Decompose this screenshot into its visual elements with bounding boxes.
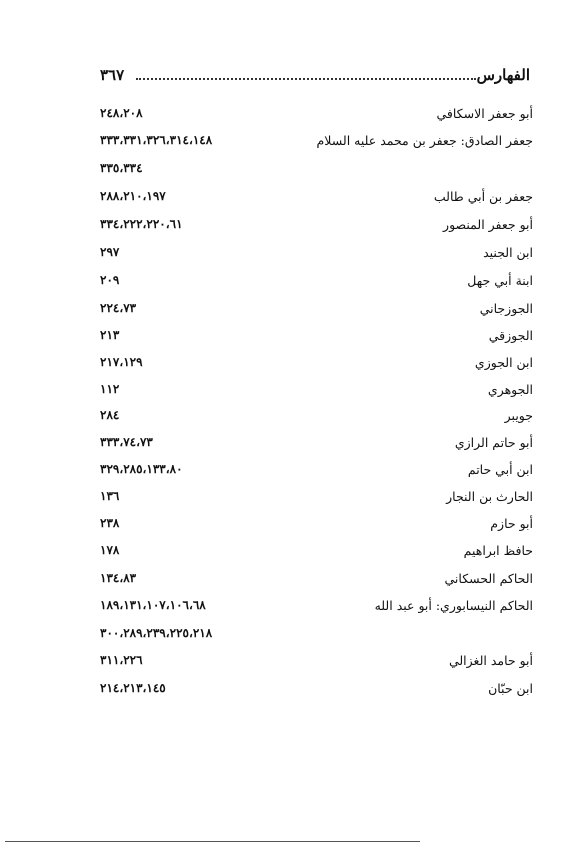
entry-pages: ٣٣٣،٣٣١،٣٢٦،٣١٤،١٤٨ bbox=[100, 133, 213, 147]
entry-name: الحاكم النيسابوري: أبو عبد الله bbox=[374, 598, 533, 613]
entry-name: ابن الجوزي bbox=[474, 355, 533, 370]
entry-name: أبو حاتم الرازي bbox=[454, 435, 533, 450]
index-entry bbox=[0, 653, 579, 673]
entry-pages: ٣٣٤،٢٢٢،٢٢٠،٦١ bbox=[100, 217, 183, 231]
index-entry bbox=[0, 543, 579, 563]
entry-name: الحاكم الحسكاني bbox=[444, 571, 533, 586]
index-entry-continuation bbox=[0, 626, 579, 646]
index-entry bbox=[0, 106, 579, 126]
index-entry bbox=[0, 462, 579, 482]
index-entry bbox=[0, 273, 579, 293]
entry-pages: ١٧٨ bbox=[100, 543, 120, 557]
index-entry bbox=[0, 571, 579, 591]
entry-name: ابنة أبي جهل bbox=[467, 273, 533, 288]
entry-name: ابن أبي حاتم bbox=[467, 462, 533, 477]
entry-pages: ٣١١،٢٢٦ bbox=[100, 653, 143, 667]
index-entry bbox=[0, 355, 579, 375]
entry-pages: ٢٢٤،٧٣ bbox=[100, 301, 137, 315]
entry-pages: ٢٣٨ bbox=[100, 516, 120, 530]
entry-name: أبو جعفر الاسكافي bbox=[436, 106, 533, 121]
entry-pages: ١٣٤،٨٣ bbox=[100, 571, 137, 585]
entry-name: ابن حبّان bbox=[488, 681, 533, 696]
entry-pages: ٢٨٨،٢١٠،١٩٧ bbox=[100, 189, 166, 203]
index-entry bbox=[0, 301, 579, 321]
entry-name: الجوزجاني bbox=[479, 301, 533, 316]
entry-name: الحارث بن النجار bbox=[446, 489, 533, 504]
page-number: ٣٦٧ bbox=[100, 66, 125, 84]
index-entry-continuation bbox=[0, 161, 579, 181]
index-entry bbox=[0, 681, 579, 701]
index-entry bbox=[0, 516, 579, 536]
entry-name: جويبر bbox=[504, 408, 533, 423]
entry-pages: ٢٨٤ bbox=[100, 408, 120, 422]
entry-name: الجوهري bbox=[487, 382, 533, 397]
entry-pages: ٢١٣ bbox=[100, 328, 120, 342]
entry-name: أبو حامد الغزالي bbox=[448, 653, 533, 668]
entry-name: الجوزقي bbox=[488, 328, 533, 343]
running-header bbox=[100, 66, 530, 88]
entry-pages: ٣٢٩،٢٨٥،١٣٣،٨٠ bbox=[100, 462, 183, 476]
entry-pages: ١٨٩،١٣١،١٠٧،١٠٦،٦٨ bbox=[100, 598, 206, 612]
index-entry bbox=[0, 189, 579, 209]
bottom-rule bbox=[5, 841, 420, 842]
index-entry bbox=[0, 408, 579, 428]
entry-name: حافظ ابراهيم bbox=[463, 543, 533, 558]
entry-name: جعفر الصادق: جعفر بن محمد عليه السلام bbox=[316, 133, 533, 148]
entry-name: أبو جعفر المنصور bbox=[443, 217, 533, 232]
index-entry bbox=[0, 598, 579, 618]
index-entry bbox=[0, 245, 579, 265]
entry-pages: ١١٢ bbox=[100, 382, 120, 396]
entry-name: أبو حازم bbox=[490, 516, 533, 531]
entry-pages: ٢٤٨،٢٠٨ bbox=[100, 106, 143, 120]
entry-name: جعفر بن أبي طالب bbox=[433, 189, 533, 204]
entry-pages: ٢٩٧ bbox=[100, 245, 120, 259]
index-entry bbox=[0, 328, 579, 348]
entry-pages: ٢٠٩ bbox=[100, 273, 120, 287]
index-entry bbox=[0, 489, 579, 509]
index-entry bbox=[0, 382, 579, 402]
index-entry bbox=[0, 217, 579, 237]
entry-pages: ٣٣٥،٣٣٤ bbox=[100, 161, 143, 175]
dot-leader bbox=[136, 78, 476, 80]
entry-pages: ٢١٧،١٢٩ bbox=[100, 355, 143, 369]
entry-pages: ٣٣٣،٧٤،٧٣ bbox=[100, 435, 153, 449]
index-entry bbox=[0, 435, 579, 455]
entry-name: ابن الجنيد bbox=[483, 245, 533, 260]
entry-pages: ٢١٤،٢١٣،١٤٥ bbox=[100, 681, 166, 695]
entry-pages: ١٣٦ bbox=[100, 489, 120, 503]
header-title: الفهارس bbox=[476, 66, 530, 84]
entry-pages: ٣٠٠،٢٨٩،٢٣٩،٢٢٥،٢١٨ bbox=[100, 626, 213, 640]
index-entry bbox=[0, 133, 579, 153]
